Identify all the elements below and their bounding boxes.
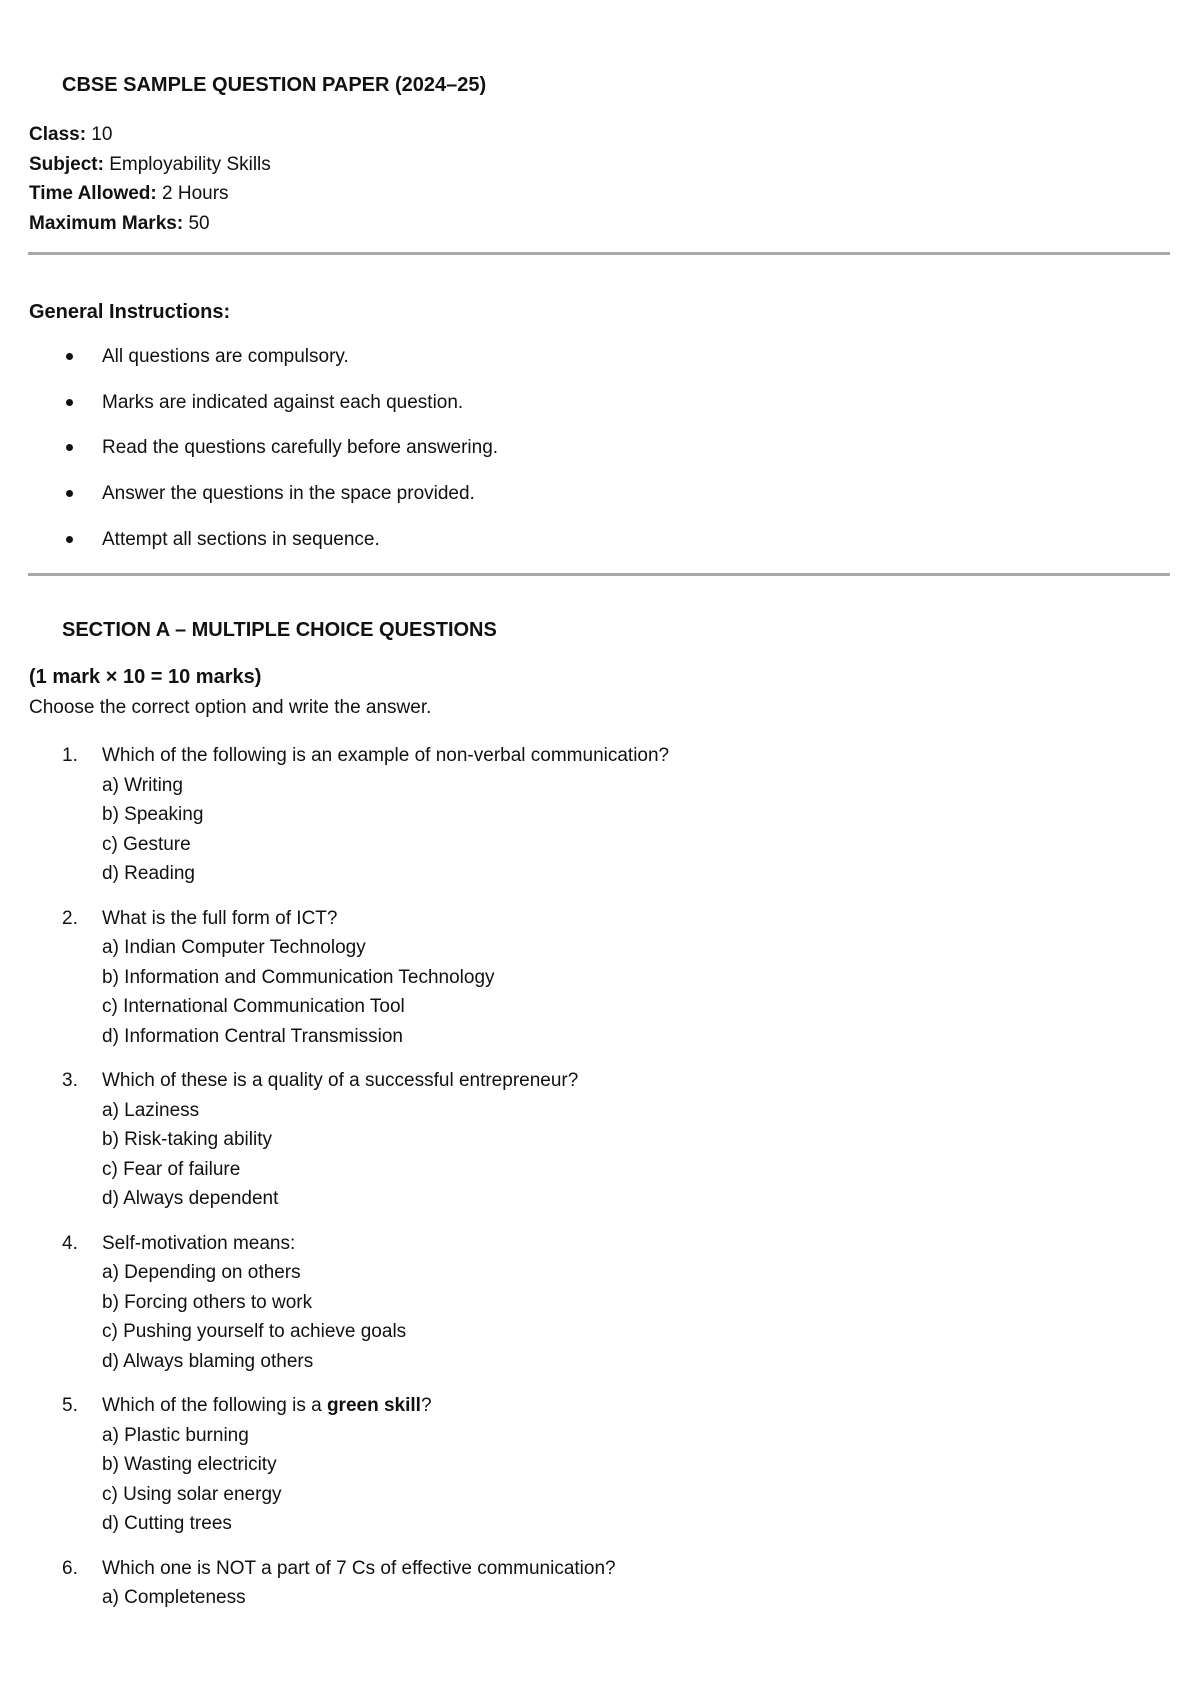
question-text: Which of the following is an example of non-verbal communication?	[102, 745, 670, 766]
meta-time-allowed	[29, 179, 271, 209]
option-a: a) Laziness	[102, 1099, 200, 1121]
meta-value: Employability Skills	[103, 153, 271, 175]
paper-meta	[29, 120, 271, 238]
option-b: b) Wasting electricity	[102, 1454, 277, 1475]
question-5	[0, 1391, 1200, 1539]
instructions-heading: General Instructions:	[29, 301, 231, 323]
list-item	[0, 344, 498, 390]
meta-value: 2 Hours	[156, 183, 229, 204]
instruction-text: Read the questions carefully before answering.	[102, 437, 499, 459]
option-d: d) Information Central Transmission	[102, 1025, 403, 1047]
option-c: c) Pushing yourself to achieve goals	[102, 1321, 407, 1342]
bullet-icon	[66, 353, 73, 360]
question-text: Self-motivation means:	[102, 1232, 296, 1254]
question-text: Which one is NOT a part of 7 Cs of effective communication?	[102, 1557, 616, 1579]
option-c: c) International Communication Tool	[102, 996, 405, 1017]
meta-label: Subject:	[29, 153, 104, 175]
option-a: a) Writing	[102, 774, 183, 796]
spacer	[0, 1376, 1200, 1391]
option-b: b) Forcing others to work	[102, 1291, 313, 1313]
instruction-text: All questions are compulsory.	[102, 346, 349, 367]
option-a: a) Completeness	[102, 1587, 246, 1608]
instruction-text: Marks are indicated against each question.	[102, 391, 464, 413]
question-number: 5.	[62, 1395, 78, 1416]
question-1	[0, 741, 1200, 889]
meta-label: Time Allowed:	[29, 183, 157, 204]
instruction-text: Answer the questions in the space provided.	[102, 483, 475, 505]
instruction-text: Attempt all sections in sequence.	[102, 528, 380, 550]
question-number: 3.	[62, 1070, 78, 1091]
option-d: d) Always dependent	[102, 1188, 279, 1209]
question-text-part: Which of the following is a	[102, 1395, 327, 1416]
bullet-icon	[66, 444, 73, 451]
meta-label: Maximum Marks:	[29, 212, 184, 234]
option-d: d) Reading	[102, 863, 195, 884]
question-text-part: ?	[420, 1395, 432, 1416]
question-text	[102, 1391, 1200, 1421]
option-c: c) Using solar energy	[102, 1483, 282, 1505]
option-c: c) Gesture	[102, 833, 191, 855]
option-b: b) Risk-taking ability	[102, 1129, 272, 1150]
question-text: Which of these is a quality of a successful entrepreneur?	[102, 1070, 579, 1091]
section-a-direction: Choose the correct option and write the answer.	[29, 697, 432, 718]
question-number: 6.	[62, 1557, 78, 1579]
divider	[28, 573, 1170, 576]
question-3	[0, 1066, 1200, 1214]
spacer	[0, 889, 1200, 904]
section-a-title: SECTION A – MULTIPLE CHOICE QUESTIONS	[62, 619, 497, 641]
meta-value: 50	[183, 212, 210, 234]
bullet-icon	[66, 536, 73, 543]
option-d: d) Always blaming others	[102, 1350, 314, 1372]
meta-label: Class:	[29, 124, 87, 145]
bullet-icon	[66, 490, 73, 497]
question-list	[0, 741, 1200, 1613]
list-item	[0, 527, 498, 573]
meta-value: 10	[86, 124, 113, 145]
question-text: What is the full form of ICT?	[102, 907, 338, 929]
question-number: 1.	[62, 745, 78, 766]
list-item	[0, 481, 498, 527]
question-4	[0, 1229, 1200, 1377]
option-d: d) Cutting trees	[102, 1513, 232, 1534]
spacer	[0, 1539, 1200, 1554]
option-b: b) Speaking	[102, 804, 204, 825]
meta-maximum-marks	[29, 209, 271, 239]
spacer	[0, 1214, 1200, 1229]
question-key-term: green skill	[326, 1395, 421, 1416]
divider	[28, 252, 1170, 255]
option-a: a) Plastic burning	[102, 1424, 249, 1446]
option-b: b) Information and Communication Technology	[102, 966, 495, 988]
question-6	[0, 1554, 1200, 1613]
option-c: c) Fear of failure	[102, 1158, 241, 1180]
question-number: 4.	[62, 1232, 78, 1254]
paper-title: CBSE SAMPLE QUESTION PAPER (2024–25)	[62, 74, 487, 96]
list-item	[0, 435, 498, 481]
list-item	[0, 390, 498, 436]
bullet-icon	[66, 399, 73, 406]
spacer	[0, 1051, 1200, 1066]
meta-class	[29, 120, 271, 150]
instructions-list	[0, 344, 498, 572]
option-a: a) Depending on others	[102, 1262, 301, 1283]
meta-subject	[29, 150, 271, 180]
question-number: 2.	[62, 907, 78, 929]
question-2	[0, 904, 1200, 1052]
section-a-marks-note: (1 mark × 10 = 10 marks)	[29, 666, 262, 688]
option-a: a) Indian Computer Technology	[102, 937, 366, 958]
